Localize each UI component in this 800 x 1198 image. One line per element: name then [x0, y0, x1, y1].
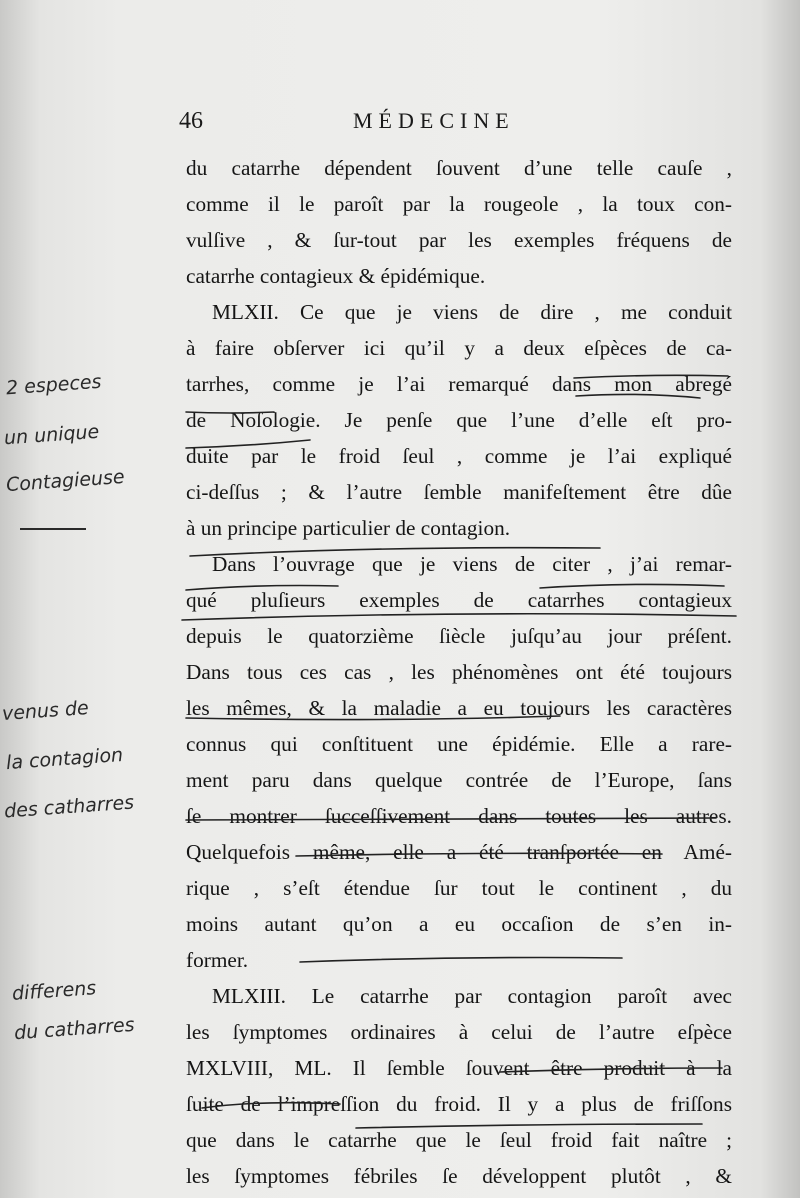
text-line: du catarrhe dépendent ſouvent d’une telle cauſe ,: [186, 156, 732, 180]
margin-rule: [20, 528, 86, 530]
margin-note: du catharres: [13, 1013, 136, 1045]
text-line: moins autant qu’on a eu occaſion de s’en in-: [186, 912, 732, 936]
page-header: [175, 108, 735, 138]
text-line: à un principe particulier de contagion.: [186, 516, 511, 540]
text-line: les mêmes, & la maladie a eu toujours les caractères: [186, 696, 732, 720]
text-line: qué pluſieurs exemples de catarrhes contagieux: [186, 588, 732, 612]
text-line: depuis le quatorzième ſiècle juſqu’au jour préſent.: [186, 624, 732, 648]
margin-note: la contagion: [5, 743, 124, 775]
text-line: de Noſologie. Je penſe que l’une d’elle eſt pro-: [186, 408, 732, 432]
text-line: former.: [186, 948, 249, 972]
margin-note: differens: [11, 977, 97, 1005]
text-line: les ſymptomes ordinaires à celui de l’autre eſpèce: [186, 1020, 732, 1044]
text-line: connus qui conſtituent une épidémie. Elle a rare-: [186, 732, 732, 756]
margin-note: des catharres: [3, 791, 135, 823]
margin-note: un unique: [3, 420, 100, 450]
text-line: ſe montrer ſucceſſivement dans toutes les autres.: [186, 804, 732, 828]
text-line: que dans le catarrhe que le ſeul froid fait naître ;: [186, 1128, 732, 1152]
margin-annotations: [0, 0, 180, 1198]
text-line: MLXIII. Le catarrhe par contagion paroît avec: [212, 984, 732, 1008]
text-line: les ſymptomes fébriles ſe développent plutôt , &: [186, 1164, 732, 1188]
text-line: ſuite de l’impreſſion du froid. Il y a plus de friſſons: [186, 1092, 732, 1116]
body-text: [186, 150, 732, 1194]
margin-note: venus de: [1, 697, 90, 725]
text-line: Dans l’ouvrage que je viens de citer , j’ai remar-: [212, 552, 732, 576]
text-line: vulſive , & ſur-tout par les exemples fréquens de: [186, 228, 732, 252]
text-line: tarrhes, comme je l’ai remarqué dans mon abregé: [186, 372, 732, 396]
text-line: à faire obſerver ici qu’il y a deux eſpèces de ca-: [186, 336, 732, 360]
text-line: comme il le paroît par la rougeole , la toux con-: [186, 192, 732, 216]
text-line: MXLVIII, ML. Il ſemble ſouvent être produit à la: [186, 1056, 732, 1080]
text-line: Quelquefois même, elle a été tranſportée en Amé-: [186, 840, 732, 864]
text-line: MLXII. Ce que je viens de dire , me conduit: [212, 300, 732, 324]
text-line: Dans tous ces cas , les phénomènes ont été toujours: [186, 660, 732, 684]
text-line: rique , s’eſt étendue ſur tout le continent , du: [186, 876, 732, 900]
text-line: ci-deſſus ; & l’autre ſemble manifeſtement être dûe: [186, 480, 732, 504]
page-number: 46: [179, 108, 203, 134]
running-head: MÉDECINE: [353, 108, 515, 133]
margin-note: Contagieuse: [5, 465, 126, 497]
margin-note: 2 especes: [5, 370, 103, 400]
text-line: catarrhe contagieux & épidémique.: [186, 264, 486, 288]
text-line: duite par le froid ſeul , comme je l’ai expliqué: [186, 444, 732, 468]
text-line: ment paru dans quelque contrée de l’Europe, ſans: [186, 768, 732, 792]
